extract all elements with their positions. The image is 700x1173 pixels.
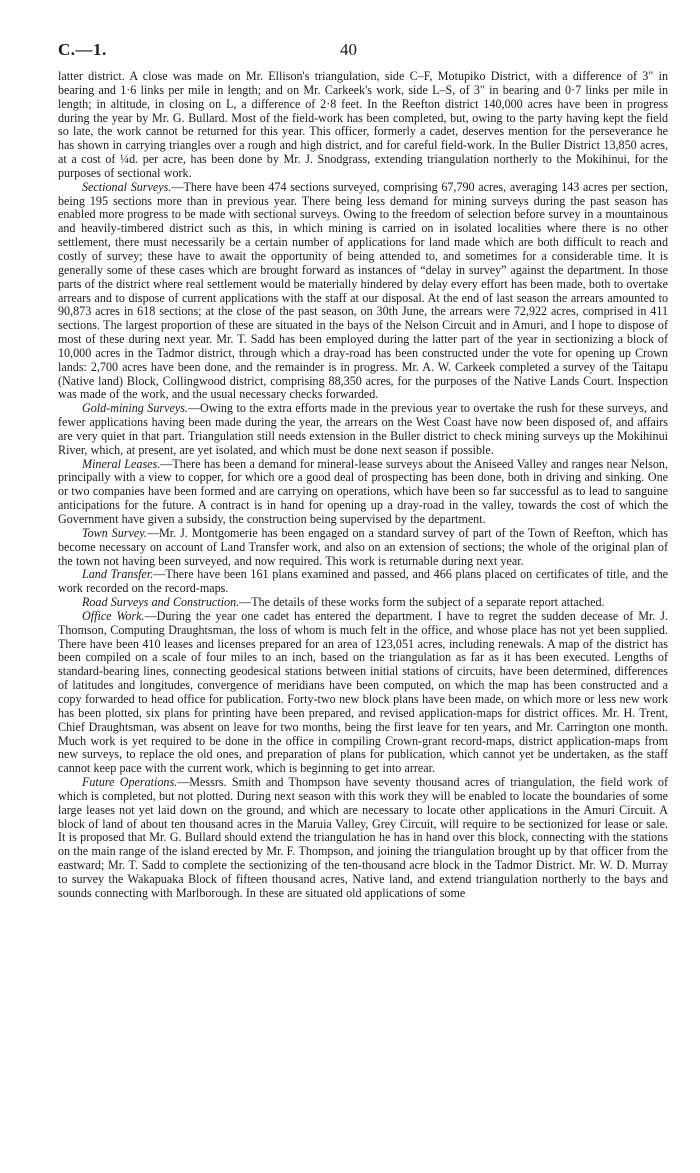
body-text [58, 70, 668, 901]
paragraph-gold-mining-surveys [58, 402, 668, 457]
page-number: 40 [340, 40, 357, 59]
section-heading: Road Surveys and Construction. [82, 595, 240, 610]
paragraph-road-surveys [58, 596, 668, 610]
section-heading: Gold-mining Surveys. [82, 401, 188, 416]
paragraph-land-transfer [58, 568, 668, 596]
section-heading: Sectional Surveys. [82, 179, 172, 194]
paragraph-future-operations [58, 776, 668, 901]
paragraph-sectional-surveys [58, 181, 668, 403]
paragraph-text: —There has been a demand for mineral-lease surveys about the Aniseed Valley and ranges near Nelson, principally with a view to copper, for which ore a good deal of prospecting has been done, both in driving and sinking. One or two companies have been formed and are carrying on operations, which have been so far successful as to lead to sanguine anticipations for the future. A contract is in hand for opening up a dray-road in the valley, towards the cost of which the Government have given a subsidy, the construction being supervised by the department. [58, 456, 668, 526]
section-heading: Mineral Leases. [82, 456, 161, 471]
paragraph-mineral-leases [58, 458, 668, 527]
paragraph-town-survey [58, 527, 668, 569]
paragraph-text: —Messrs. Smith and Thompson have seventy thousand acres of triangulation, the field work of which is completed, but not plotted. During next season with this work they will be enabled to locate the boundaries of some large leases not yet laid down on the ground, and which are necessary to locate other applications in the Amuri Circuit. A block of land of about ten thousand acres in the Maruia Valley, Grey Circuit, will require to be sectionized for lease or sale. It is proposed that Mr. G. Bullard should extend the triangulation he has in hand over this block, connecting with the stations on the main range of the island erected by Mr. F. Thompson, and joining the triangulation brought up by that officer from the eastward; Mr. T. Sadd to complete the sectionizing of the ten-thousand acre block in the Tadmor District. Mr. W. D. Murray to survey the Wakapuaka Block of fifteen thousand acres, Native land, and extend triangulation northerly to the bays and sounds connecting with Marlborough. In these are situated old applications of some [58, 775, 668, 900]
paragraph-text: —Owing to the extra efforts made in the previous year to overtake the rush for these surveys, and fewer applications having been made during the year, the arrears on the West Coast have now been disposed of, and affairs are very quiet in that part. Triangulation still needs extension in the Buller district to check mining surveys up the Mokihinui River, which, at present, are yet isolated, and which must be done next season if possible. [58, 401, 668, 457]
paragraph-text: —During the year one cadet has entered the department. I have to regret the sudden decease of Mr. J. Thomson, Computing Draughtsman, the loss of whom is much felt in the office, and whose place has not yet been supplied. There have been 410 leases and licenses prepared for an area of 123,051 acres, including renewals. A map of the district has been compiled on a scale of four miles to an inch, based on the triangulation as far as it has been executed. Lengths of standard-bearing lines, connecting geodesical stations between initial stations of circuits, have been determined, differences of latitudes and longitudes, convergence of meridians have been computed, on which the map has been constructed and a copy forwarded to head office for publication. Forty-two new block plans have been made, on which more or less new work has been plotted, six plans for printing have been prepared, and revised application-maps for district offices. Mr. H. Trent, Chief Draughtsman, was absent on leave for two months, being the first leave for ten years, and Mr. Carrington one month. Much work is yet required to be done in the office in compiling Crown-grant record-maps, district application-maps from new surveys, to replace the old ones, and preparation of plans for publication, which cannot yet be undertaken, as the staff cannot keep pace with the current work, which is beginning to get into arrear. [58, 608, 668, 776]
section-heading: Future Operations. [82, 775, 178, 790]
section-heading: Town Survey. [82, 525, 147, 540]
paragraph-text: —Mr. J. Montgomerie has been engaged on a standard survey of part of the Town of Reefton, which has become necessary on account of Land Transfer work, and also on an extension of sections; the whole of the original plan of the town not having been surveyed, and now required. This work is returnable during next year. [58, 525, 668, 568]
document-reference: C.—1. [58, 40, 107, 59]
paragraph-text: —There have been 474 sections surveyed, comprising 67,790 acres, averaging 143 acres per section, being 195 sections more than in previous year. There being less demand for mining surveys during the past season has enabled more progress to be made with sectional surveys. Owing to the freedom of selection before survey in a mountainous and heavily-timbered district such as this, in which mining is carried on in isolated localities where there is no other settlement, there must necessarily be a certain number of applications for land made which are both difficult to reach and costly of survey; these have to await the opportunity of being attended to, and sometimes for a considerable time. It is generally some of these cases which are brought forward as instances of “delay in survey” against the department. In those parts of the district where real settlement would be materially hindered by delay every effort has been made, both to overtake arrears and to dispose of current applications with the staff at our disposal. At the end of last season the arrears amounted to 90,873 acres in 618 sections; at the close of the past season, on 30th June, the arrears were 72,922 acres, comprised in 411 sections. The largest proportion of these are situated in the bays of the Nelson Circuit and in Amuri, and I hope to dispose of most of these during next year. Mr. T. Sadd has been employed during the latter part of the year in sectionizing a block of 10,000 acres in the Tadmor district, through which a dray-road has been constructed under the vote for opening up Crown lands: 2,700 acres have been done, and the remainder is in progress. Mr. A. W. Carkeek completed a survey of the Taitapu (Native land) Block, Collingwood district, comprising 88,350 acres, for the purposes of the Native Lands Court. Inspection was made of the work, and the usual necessary checks forwarded. [58, 179, 668, 402]
paragraph-office-work [58, 610, 668, 776]
paragraph-triangulation [58, 70, 668, 181]
paragraph-text: —The details of these works form the subject of a separate report attached. [239, 595, 605, 610]
page-header [58, 40, 668, 64]
paragraph-text: —There have been 161 plans examined and passed, and 466 plans placed on certificates of title, and the work recorded on the record-maps. [58, 567, 668, 596]
section-heading: Office Work. [82, 608, 145, 623]
section-heading: Land Transfer. [82, 567, 154, 582]
paragraph-text: latter district. A close was made on Mr. Ellison's triangulation, side C–F, Motupiko District, with a difference of 3" in bearing and 1·6 links per mile in length; and on Mr. Carkeek's work, side L–S, of 3" in bearing and 0·7 links per mile in length; in altitude, in closing on L, a difference of 2·8 feet. In the Reefton district 140,000 acres have been in progress during the year by Mr. G. Bullard. Most of the field-work has been completed, but, owing to the party having kept the field so late, the work cannot be returned for this year. This officer, formerly a cadet, deserves mention for the perseverance he has shown in carrying triangles over a rough and high district, and for careful field-work. In the Buller District 13,850 acres, at a cost of ¼d. per acre, has been done by Mr. J. Snodgrass, extending triangulation northerly to the Mokihinui, for the purposes of sectional work. [58, 69, 668, 180]
